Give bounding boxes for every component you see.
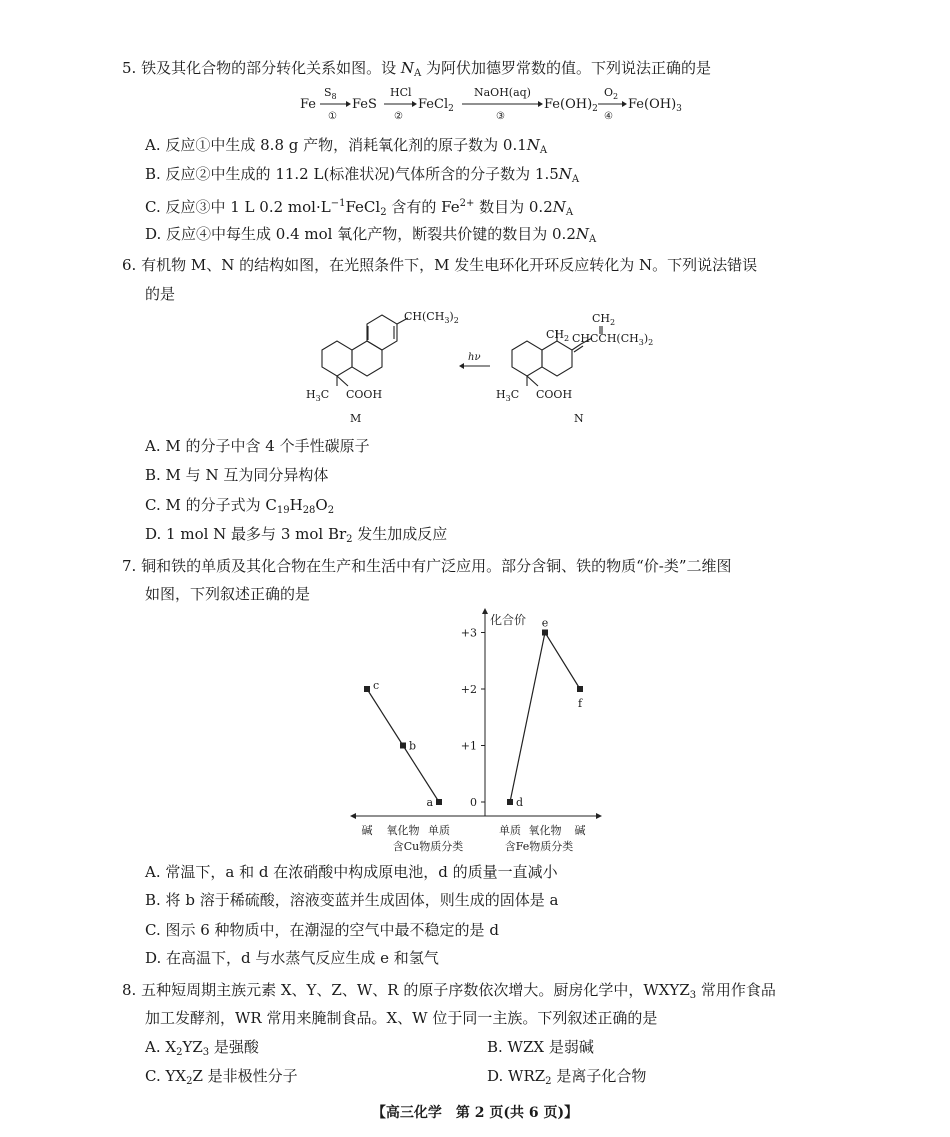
chart-point-d: [507, 799, 513, 805]
svg-text:FeS: FeS: [352, 97, 377, 112]
chart-y-tick-label: +3: [460, 626, 477, 640]
chart-x-tick-label-cu: 氧化物: [386, 824, 420, 837]
q8-option-d: D. $WRZ_2$ 是离子化合物: [487, 1067, 647, 1087]
chart-x-tick-label-cu: 碱: [361, 824, 373, 837]
svg-text:H3C: $H_3C$: [496, 388, 520, 403]
chart-y-tick-label: +1: [460, 739, 477, 753]
chart-y-tick-label: +2: [460, 683, 477, 696]
q6-stem-line2: 的是: [145, 285, 176, 303]
q5-option-b: B. 反应②中生成的 11.2 L(标准状况)气体所含的分子数为 $1.5N_A$: [145, 165, 580, 185]
q5-reaction-scheme: [298, 86, 682, 122]
svg-text:hν: hν: [468, 352, 481, 363]
svg-text:COOH: COOH: [346, 388, 383, 401]
svg-text:M: M: [350, 412, 362, 425]
svg-text:COOH: COOH: [536, 388, 573, 401]
q6-stem-line1: 6. 有机物 M、N 的结构如图，在光照条件下，M 发生电环化开环反应转化为 N。下列说法错误: [122, 256, 758, 274]
svg-text:HCl: HCl: [390, 86, 412, 99]
chart-point-a: [436, 799, 442, 805]
svg-text:①: ①: [328, 111, 337, 122]
chart-point-b: [400, 743, 406, 749]
svg-text:O2: $O_2$: [604, 86, 619, 101]
q5-option-c: C. 反应③中 1 L 0.2 $mol\cdot L^{-1}FeCl_2$ 含有的 $Fe^{2+}$ 数目为 $0.2N_A$: [145, 198, 574, 218]
chart-point-label-d: d: [516, 796, 524, 809]
chart-y-tick-label: 0: [470, 796, 477, 809]
q8-option-a: A. $X_2YZ_3$ 是强酸: [145, 1038, 259, 1058]
chart-point-f: [577, 686, 583, 692]
chart-point-label-b: b: [409, 739, 417, 753]
chart-ylabel: 化合价: [490, 613, 527, 627]
chart-x-tick-label-cu: 单质: [428, 824, 450, 837]
svg-text:NaOH(aq): NaOH(aq): [474, 86, 531, 99]
svg-text:CH2: $CH_2$: [592, 312, 616, 327]
chart-point-c: [364, 686, 370, 692]
q7-option-c: C. 图示 6 种物质中，在潮湿的空气中最不稳定的是 d: [145, 921, 499, 939]
q7-valence-class-chart: [340, 608, 610, 858]
chart-point-label-f: f: [577, 697, 583, 710]
svg-text:FeCl2: FeCl$_2$: [418, 97, 454, 114]
svg-text:③: ③: [496, 111, 505, 122]
q5-stem: 5. 铁及其化合物的部分转化关系如图。设 $N_A$ 为阿伏加德罗常数的值。下列说法正确的是: [122, 59, 711, 79]
q7-option-d: D. 在高温下，d 与水蒸气反应生成 e 和氢气: [145, 949, 439, 967]
chart-point-label-e: e: [541, 616, 549, 630]
q6-option-d: D. 1 mol N 最多与 3 mol $Br_2$ 发生加成反应: [145, 525, 448, 545]
q6-structure-diagram: [300, 310, 680, 432]
svg-text:Fe(OH)3: $Fe(OH)_3$: [628, 97, 682, 114]
svg-text:S8: $S_8$: [324, 86, 337, 101]
svg-text:②: ②: [394, 111, 403, 122]
chart-point-label-a: a: [426, 796, 433, 809]
q7-stem-line1: 7. 铜和铁的单质及其化合物在生产和生活中有广泛应用。部分含铜、铁的物质“价-类”二维图: [122, 557, 732, 575]
chart-x-tick-label-fe: 单质: [499, 824, 521, 837]
q6-option-c: C. M 的分子式为 $C_{19}H_{28}O_2$: [145, 496, 335, 516]
chart-fe-group-label: 含Fe物质分类: [504, 840, 574, 853]
chart-x-tick-label-fe: 氧化物: [528, 824, 562, 837]
svg-text:N: N: [574, 412, 584, 425]
svg-text:Fe(OH)2: $Fe(OH)_2$: [544, 97, 598, 114]
svg-text:CHCCH(CH3)2: $CHCCH(CH_3)_2$: [572, 332, 654, 347]
svg-text:H3C: $H_3C$: [306, 388, 330, 403]
q6-option-b: B. M 与 N 互为同分异构体: [145, 466, 329, 484]
svg-text:Fe: Fe: [300, 97, 317, 112]
page-footer: 【高三化学 第 2 页(共 6 页)】: [371, 1105, 579, 1121]
q7-option-a: A. 常温下，a 和 d 在浓硝酸中构成原电池，d 的质量一直减小: [145, 863, 558, 881]
q8-option-b: B. WZX 是弱碱: [487, 1038, 594, 1056]
q7-stem-line2: 如图，下列叙述正确的是: [145, 585, 311, 603]
q5-option-d: D. 反应④中每生成 0.4 mol 氧化产物，断裂共价键的数目为 $0.2N_A$: [145, 225, 597, 245]
q7-option-b: B. 将 b 溶于稀硫酸，溶液变蓝并生成固体，则生成的固体是 a: [145, 891, 559, 909]
q6-option-a: A. M 的分子中含 4 个手性碳原子: [145, 437, 370, 455]
chart-point-label-c: c: [373, 679, 380, 692]
q8-stem-line1: 8. 五种短周期主族元素 X、Y、Z、W、R 的原子序数依次增大。厨房化学中，$WXYZ_3$ 常用作食品: [122, 981, 776, 1001]
q8-stem-line2: 加工发酵剂，WR 常用来腌制食品。X、W 位于同一主族。下列叙述正确的是: [145, 1009, 658, 1027]
svg-text:CH(CH3)2: $CH(CH_3)_2$: [404, 310, 459, 325]
chart-series-line-fe: [510, 633, 580, 803]
chart-cu-group-label: 含Cu物质分类: [392, 840, 464, 853]
q8-option-c: C. $YX_2Z$ 是非极性分子: [145, 1067, 298, 1087]
chart-point-e: [542, 630, 548, 636]
svg-text:CH2: $CH_2$: [546, 328, 570, 343]
chart-x-tick-label-fe: 碱: [574, 824, 586, 837]
q5-option-a: A. 反应①中生成 8.8 g 产物，消耗氧化剂的原子数为 $0.1N_A$: [145, 136, 548, 156]
svg-text:④: ④: [604, 111, 613, 122]
